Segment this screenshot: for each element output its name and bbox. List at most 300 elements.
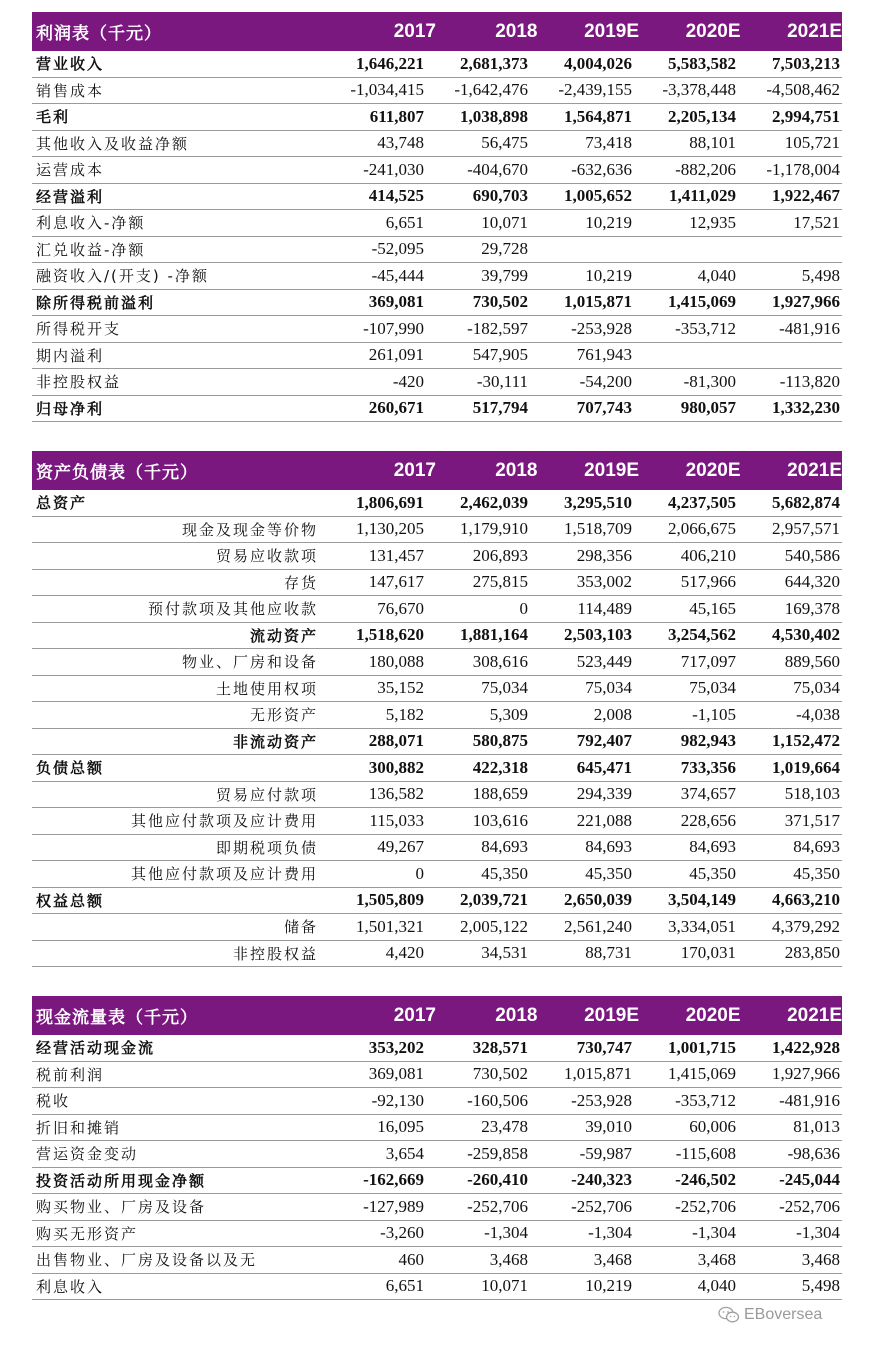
row-label: 非流动资产 xyxy=(232,732,318,751)
table-row xyxy=(32,210,842,237)
table-row xyxy=(32,369,842,396)
value-cell: -252,706 xyxy=(571,1196,632,1216)
value-cell: 1,130,205 xyxy=(356,519,424,539)
value-cell: 518,103 xyxy=(784,784,840,804)
value-cell: 1,332,230 xyxy=(772,398,840,418)
row-label: 毛利 xyxy=(36,108,71,127)
value-cell: 43,748 xyxy=(377,133,424,153)
value-cell: 4,530,402 xyxy=(772,625,840,645)
value-cell: -54,200 xyxy=(579,371,632,391)
value-cell: 645,471 xyxy=(576,757,632,777)
value-cell: -632,636 xyxy=(571,159,632,179)
value-cell: 75,034 xyxy=(689,678,736,698)
row-label: 非控股权益 xyxy=(36,373,122,392)
row-label: 贸易应付款项 xyxy=(215,785,318,804)
value-cell: 29,728 xyxy=(481,239,528,259)
value-cell: -1,034,415 xyxy=(350,80,424,100)
value-cell: 2,039,721 xyxy=(460,890,528,910)
value-cell: 4,663,210 xyxy=(772,890,840,910)
value-cell: 540,586 xyxy=(784,545,840,565)
value-cell: 328,571 xyxy=(472,1037,528,1057)
table-row xyxy=(32,861,842,888)
row-label: 储备 xyxy=(283,918,318,937)
value-cell: 308,616 xyxy=(472,651,528,671)
value-cell: 5,498 xyxy=(801,1276,840,1296)
value-cell: 3,295,510 xyxy=(564,492,632,512)
value-cell: 1,927,966 xyxy=(772,292,840,312)
value-cell: 6,651 xyxy=(385,212,424,232)
table-row xyxy=(32,78,842,105)
table-row xyxy=(32,570,842,597)
row-label: 期内溢利 xyxy=(36,346,105,365)
value-cell: 3,468 xyxy=(801,1249,840,1269)
value-cell: 3,468 xyxy=(489,1249,528,1269)
value-cell: 730,502 xyxy=(472,1064,528,1084)
value-cell: 17,521 xyxy=(793,212,840,232)
value-cell: 1,415,069 xyxy=(668,1064,736,1084)
value-cell: 1,179,910 xyxy=(460,519,528,539)
value-cell: 7,503,213 xyxy=(772,53,840,73)
watermark xyxy=(718,1306,822,1324)
value-cell: 3,504,149 xyxy=(668,890,736,910)
row-label: 出售物业、厂房及设备以及无 xyxy=(36,1251,258,1270)
value-cell: 103,616 xyxy=(472,810,528,830)
table-row xyxy=(32,888,842,915)
row-label: 土地使用权项 xyxy=(215,679,318,698)
row-label: 流动资产 xyxy=(249,626,318,645)
value-cell: 136,582 xyxy=(368,784,424,804)
value-cell: 2,462,039 xyxy=(460,492,528,512)
value-cell: -240,323 xyxy=(571,1170,632,1190)
value-cell: 45,350 xyxy=(793,863,840,883)
value-cell: 114,489 xyxy=(577,598,632,618)
value-cell: -98,636 xyxy=(787,1143,840,1163)
value-cell: 6,651 xyxy=(385,1276,424,1296)
value-cell: -4,038 xyxy=(796,704,840,724)
table-row xyxy=(32,1247,842,1274)
year-column-header: 2017 xyxy=(393,1004,437,1026)
value-cell: 10,219 xyxy=(585,265,632,285)
value-cell: 294,339 xyxy=(576,784,632,804)
value-cell: 1,518,620 xyxy=(356,625,424,645)
value-cell: 73,418 xyxy=(585,133,632,153)
value-cell: 611,807 xyxy=(369,106,424,126)
table-row xyxy=(32,490,842,517)
value-cell: 523,449 xyxy=(576,651,632,671)
row-label: 销售成本 xyxy=(36,81,105,100)
value-cell: 115,033 xyxy=(369,810,424,830)
row-label: 经营溢利 xyxy=(36,187,105,206)
table-row xyxy=(32,104,842,131)
value-cell: 2,650,039 xyxy=(564,890,632,910)
row-label: 预付款项及其他应收款 xyxy=(147,600,318,619)
table-row xyxy=(32,1274,842,1301)
value-cell: 228,656 xyxy=(680,810,736,830)
row-label: 其他应付款项及应计费用 xyxy=(130,812,318,831)
balance-sheet xyxy=(32,451,842,967)
value-cell: 1,015,871 xyxy=(564,292,632,312)
value-cell: 16,095 xyxy=(377,1117,424,1137)
value-cell: 0 xyxy=(519,598,528,618)
value-cell: -420 xyxy=(392,371,424,391)
table-row xyxy=(32,676,842,703)
value-cell: 35,152 xyxy=(377,678,424,698)
value-cell: 980,057 xyxy=(680,398,736,418)
value-cell: 3,654 xyxy=(385,1143,424,1163)
table-row xyxy=(32,1141,842,1168)
value-cell: 460 xyxy=(398,1249,424,1269)
value-cell: 39,799 xyxy=(481,265,528,285)
value-cell: -253,928 xyxy=(571,318,632,338)
value-cell: 2,561,240 xyxy=(564,916,632,936)
value-cell: 10,071 xyxy=(481,212,528,232)
value-cell: 39,010 xyxy=(585,1117,632,1137)
table-row xyxy=(32,157,842,184)
value-cell: 84,693 xyxy=(689,837,736,857)
value-cell: -3,260 xyxy=(380,1223,424,1243)
table-row xyxy=(32,755,842,782)
balance-sheet-rows xyxy=(32,490,842,967)
cash-flow-rows xyxy=(32,1035,842,1300)
value-cell: 188,659 xyxy=(472,784,528,804)
financial-statements xyxy=(32,12,842,1300)
value-cell: 84,693 xyxy=(585,837,632,857)
table-row xyxy=(32,596,842,623)
value-cell: 1,005,652 xyxy=(564,186,632,206)
value-cell: 1,922,467 xyxy=(772,186,840,206)
row-label: 汇兑收益-净额 xyxy=(36,240,146,259)
year-column-header: 2020E xyxy=(685,459,741,481)
value-cell: 4,420 xyxy=(385,943,424,963)
value-cell: -1,304 xyxy=(692,1223,736,1243)
value-cell: 1,152,472 xyxy=(772,731,840,751)
value-cell: 2,066,675 xyxy=(668,519,736,539)
year-column-header: 2017 xyxy=(393,459,437,481)
value-cell: 131,457 xyxy=(368,545,424,565)
row-label: 税收 xyxy=(36,1092,71,1111)
value-cell: -160,506 xyxy=(467,1090,528,1110)
row-label: 税前利润 xyxy=(36,1065,105,1084)
row-label: 总资产 xyxy=(36,494,88,513)
value-cell: 406,210 xyxy=(680,545,736,565)
value-cell: 1,019,664 xyxy=(772,757,840,777)
value-cell: 56,475 xyxy=(481,133,528,153)
row-label: 非控股权益 xyxy=(232,944,318,963)
value-cell: 105,721 xyxy=(784,133,840,153)
value-cell: 10,219 xyxy=(585,1276,632,1296)
value-cell: -107,990 xyxy=(363,318,424,338)
value-cell: 3,254,562 xyxy=(668,625,736,645)
row-label: 归母净利 xyxy=(36,399,105,418)
value-cell: -162,669 xyxy=(363,1170,424,1190)
value-cell: 4,004,026 xyxy=(564,53,632,73)
value-cell: 12,935 xyxy=(689,212,736,232)
row-label: 权益总额 xyxy=(36,891,105,910)
value-cell: -353,712 xyxy=(675,318,736,338)
value-cell: -81,300 xyxy=(683,371,736,391)
table-row xyxy=(32,1194,842,1221)
cash-flow-title: 现金流量表（千元） xyxy=(36,1008,198,1028)
value-cell: -260,410 xyxy=(467,1170,528,1190)
value-cell: 45,350 xyxy=(689,863,736,883)
value-cell: 1,501,321 xyxy=(356,916,424,936)
value-cell: -59,987 xyxy=(579,1143,632,1163)
value-cell: 0 xyxy=(415,863,424,883)
row-label: 购买无形资产 xyxy=(36,1224,139,1243)
value-cell: -92,130 xyxy=(371,1090,424,1110)
income-statement-rows xyxy=(32,51,842,422)
value-cell: 88,101 xyxy=(689,133,736,153)
value-cell: 1,646,221 xyxy=(356,53,424,73)
value-cell: 81,013 xyxy=(793,1117,840,1137)
table-row xyxy=(32,702,842,729)
value-cell: -1,105 xyxy=(692,704,736,724)
value-cell: 60,006 xyxy=(689,1117,736,1137)
value-cell: 147,617 xyxy=(368,572,424,592)
value-cell: 170,031 xyxy=(680,943,736,963)
value-cell: 84,693 xyxy=(481,837,528,857)
value-cell: 1,411,029 xyxy=(668,186,736,206)
row-label: 折旧和摊销 xyxy=(36,1118,122,1137)
value-cell: 88,731 xyxy=(585,943,632,963)
value-cell: 730,502 xyxy=(472,292,528,312)
value-cell: 10,219 xyxy=(585,212,632,232)
value-cell: 1,927,966 xyxy=(772,1064,840,1084)
year-column-header: 2018 xyxy=(495,459,538,481)
value-cell: -127,989 xyxy=(363,1196,424,1216)
value-cell: -253,928 xyxy=(571,1090,632,1110)
table-row xyxy=(32,343,842,370)
value-cell: -52,095 xyxy=(371,239,424,259)
table-row xyxy=(32,396,842,423)
value-cell: -4,508,462 xyxy=(766,80,840,100)
value-cell: 5,498 xyxy=(801,265,840,285)
value-cell: 206,893 xyxy=(472,545,528,565)
year-column-header: 2019E xyxy=(584,1004,640,1026)
value-cell: -246,502 xyxy=(675,1170,736,1190)
value-cell: -404,670 xyxy=(467,159,528,179)
value-cell: -45,444 xyxy=(371,265,424,285)
value-cell: -252,706 xyxy=(467,1196,528,1216)
value-cell: 5,309 xyxy=(489,704,528,724)
value-cell: -182,597 xyxy=(467,318,528,338)
value-cell: 5,682,874 xyxy=(772,492,840,512)
value-cell: 1,564,871 xyxy=(564,106,632,126)
row-label: 所得税开支 xyxy=(36,320,122,339)
row-label: 购买物业、厂房及设备 xyxy=(36,1198,207,1217)
value-cell: 84,693 xyxy=(793,837,840,857)
row-label: 物业、厂房和设备 xyxy=(181,653,318,672)
value-cell: 889,560 xyxy=(784,651,840,671)
value-cell: 300,882 xyxy=(368,757,424,777)
value-cell: 288,071 xyxy=(368,731,424,751)
row-label: 负债总额 xyxy=(36,759,105,778)
value-cell: 374,657 xyxy=(680,784,736,804)
income-statement-header xyxy=(32,12,842,51)
table-row xyxy=(32,1035,842,1062)
value-cell: -259,858 xyxy=(467,1143,528,1163)
value-cell: 1,001,715 xyxy=(668,1037,736,1057)
value-cell: -481,916 xyxy=(779,318,840,338)
row-label: 即期税项负债 xyxy=(215,838,318,857)
value-cell: 369,081 xyxy=(368,1064,424,1084)
row-label: 融资收入/(开支) -净额 xyxy=(36,267,209,286)
cash-flow-header xyxy=(32,996,842,1035)
year-column-header: 2018 xyxy=(495,20,538,42)
table-row xyxy=(32,729,842,756)
year-column-header: 2018 xyxy=(495,1004,538,1026)
table-row xyxy=(32,290,842,317)
value-cell: 2,503,103 xyxy=(564,625,632,645)
value-cell: -113,820 xyxy=(779,371,840,391)
row-label: 其他收入及收益净额 xyxy=(36,134,190,153)
value-cell: 49,267 xyxy=(377,837,424,857)
income-statement xyxy=(32,12,842,422)
table-row xyxy=(32,517,842,544)
balance-sheet-title: 资产负债表（千元） xyxy=(36,463,198,483)
value-cell: 76,670 xyxy=(377,598,424,618)
value-cell: 733,356 xyxy=(680,757,736,777)
value-cell: 644,320 xyxy=(784,572,840,592)
value-cell: 45,350 xyxy=(585,863,632,883)
balance-sheet-header xyxy=(32,451,842,490)
table-row xyxy=(32,1221,842,1248)
value-cell: -1,304 xyxy=(796,1223,840,1243)
table-row xyxy=(32,237,842,264)
year-column-header: 2019E xyxy=(584,459,640,481)
value-cell: 792,407 xyxy=(576,731,632,751)
value-cell: -115,608 xyxy=(675,1143,736,1163)
value-cell: 1,038,898 xyxy=(460,106,528,126)
value-cell: 517,966 xyxy=(680,572,736,592)
value-cell: -353,712 xyxy=(675,1090,736,1110)
value-cell: 580,875 xyxy=(472,731,528,751)
value-cell: 298,356 xyxy=(576,545,632,565)
row-label: 利息收入 xyxy=(36,1277,105,1296)
value-cell: -2,439,155 xyxy=(558,80,632,100)
value-cell: -252,706 xyxy=(675,1196,736,1216)
value-cell: 353,002 xyxy=(576,572,632,592)
value-cell: 517,794 xyxy=(472,398,528,418)
table-row xyxy=(32,51,842,78)
year-column-header: 2021E xyxy=(787,1004,843,1026)
year-column-header: 2021E xyxy=(787,20,843,42)
income-statement-title: 利润表（千元） xyxy=(36,24,162,44)
table-row xyxy=(32,316,842,343)
row-label: 运营成本 xyxy=(36,161,105,180)
row-label: 存货 xyxy=(283,573,318,592)
table-row xyxy=(32,835,842,862)
table-row xyxy=(32,623,842,650)
year-column-header: 2021E xyxy=(787,459,843,481)
table-row xyxy=(32,649,842,676)
value-cell: 45,350 xyxy=(481,863,528,883)
row-label: 除所得税前溢利 xyxy=(36,293,156,312)
value-cell: 371,517 xyxy=(784,810,840,830)
value-cell: 45,165 xyxy=(689,598,736,618)
value-cell: 75,034 xyxy=(481,678,528,698)
row-label: 经营活动现金流 xyxy=(36,1039,156,1058)
value-cell: 414,525 xyxy=(368,186,424,206)
watermark-text: EBoversea xyxy=(744,1306,823,1323)
value-cell: 1,505,809 xyxy=(356,890,424,910)
value-cell: 4,040 xyxy=(697,1276,736,1296)
value-cell: 221,088 xyxy=(576,810,632,830)
value-cell: 1,415,069 xyxy=(668,292,736,312)
value-cell: 10,071 xyxy=(481,1276,528,1296)
value-cell: -245,044 xyxy=(779,1170,840,1190)
table-row xyxy=(32,914,842,941)
row-label: 现金及现金等价物 xyxy=(181,520,318,539)
value-cell: -30,111 xyxy=(476,371,528,391)
row-label: 利息收入-净额 xyxy=(36,214,146,233)
value-cell: 75,034 xyxy=(585,678,632,698)
value-cell: 3,468 xyxy=(697,1249,736,1269)
year-column-header: 2017 xyxy=(393,20,437,42)
value-cell: 2,008 xyxy=(593,704,632,724)
value-cell: 730,747 xyxy=(576,1037,632,1057)
value-cell: 1,518,709 xyxy=(564,519,632,539)
value-cell: -252,706 xyxy=(779,1196,840,1216)
cash-flow-statement xyxy=(32,996,842,1300)
value-cell: 707,743 xyxy=(576,398,632,418)
table-row xyxy=(32,941,842,968)
year-column-header: 2020E xyxy=(685,20,741,42)
value-cell: 75,034 xyxy=(793,678,840,698)
value-cell: -1,178,004 xyxy=(766,159,840,179)
row-label: 投资活动所用现金净额 xyxy=(36,1171,207,1190)
value-cell: 2,957,571 xyxy=(772,519,840,539)
value-cell: 761,943 xyxy=(576,345,632,365)
value-cell: 275,815 xyxy=(472,572,528,592)
value-cell: 3,468 xyxy=(593,1249,632,1269)
value-cell: 3,334,051 xyxy=(668,916,736,936)
value-cell: 4,040 xyxy=(697,265,736,285)
table-row xyxy=(32,131,842,158)
value-cell: 5,583,582 xyxy=(668,53,736,73)
value-cell: 4,379,292 xyxy=(772,916,840,936)
row-label: 贸易应收款项 xyxy=(215,547,318,566)
year-column-header: 2020E xyxy=(685,1004,741,1026)
row-label: 营运资金变动 xyxy=(36,1145,139,1164)
year-column-header: 2019E xyxy=(584,20,640,42)
value-cell: 2,205,134 xyxy=(668,106,736,126)
table-row xyxy=(32,1115,842,1142)
row-label: 其他应付款项及应计费用 xyxy=(130,865,318,884)
value-cell: 982,943 xyxy=(680,731,736,751)
value-cell: -481,916 xyxy=(779,1090,840,1110)
value-cell: 5,182 xyxy=(385,704,424,724)
value-cell: 2,005,122 xyxy=(460,916,528,936)
value-cell: -1,642,476 xyxy=(454,80,528,100)
value-cell: -882,206 xyxy=(675,159,736,179)
value-cell: 717,097 xyxy=(680,651,736,671)
table-row xyxy=(32,1088,842,1115)
value-cell: 1,806,691 xyxy=(356,492,424,512)
value-cell: 1,881,164 xyxy=(460,625,528,645)
value-cell: -241,030 xyxy=(363,159,424,179)
table-row xyxy=(32,1062,842,1089)
table-row xyxy=(32,782,842,809)
value-cell: 2,994,751 xyxy=(772,106,840,126)
value-cell: 690,703 xyxy=(472,186,528,206)
value-cell: 283,850 xyxy=(784,943,840,963)
value-cell: 1,422,928 xyxy=(772,1037,840,1057)
value-cell: -3,378,448 xyxy=(662,80,736,100)
value-cell: 4,237,505 xyxy=(668,492,736,512)
table-row xyxy=(32,808,842,835)
value-cell: 1,015,871 xyxy=(564,1064,632,1084)
